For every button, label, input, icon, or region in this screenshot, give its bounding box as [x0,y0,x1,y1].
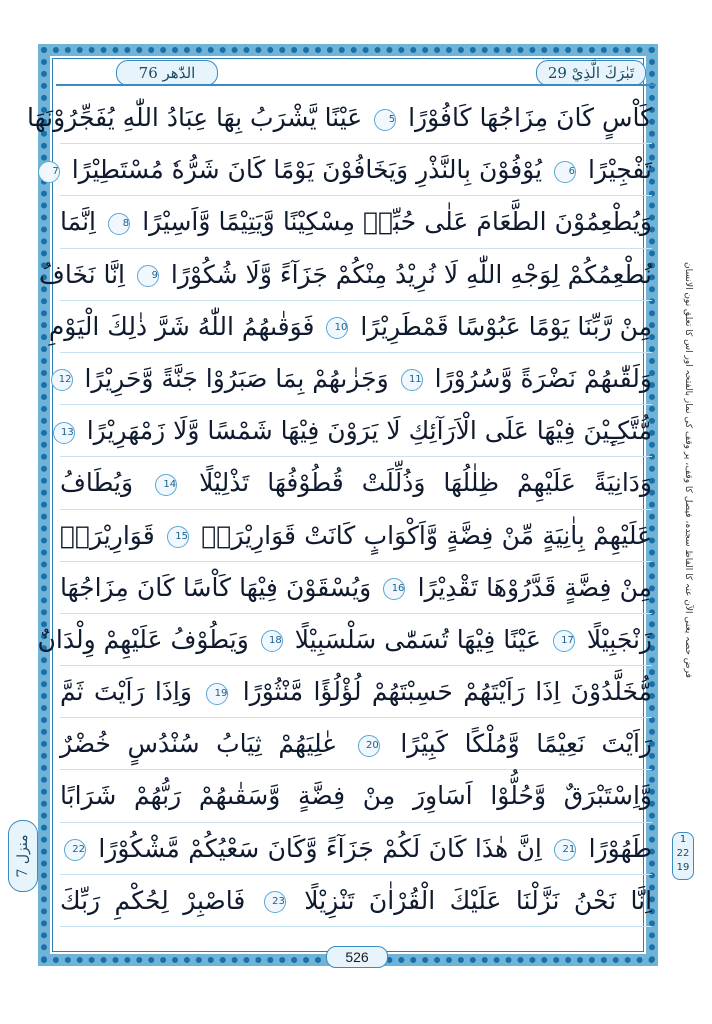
verse-text: مِنْ رَّبِّنَا يَوْمًا عَبُوْسًا قَمْطَرِيْرًا [360,311,652,341]
text-line [60,353,652,405]
text-line [60,823,652,875]
verse-text: وَلَقّٰىهُمْ نَضْرَةً وَّسُرُوْرًا [434,363,652,393]
verse-text: عَيْنًا فِيْهَا تُسَمّٰى سَلْسَبِيْلًا [294,624,541,654]
ayah-number-marker: 14 [155,474,177,496]
ayah-number-marker: 21 [554,839,576,861]
verse-text: طَهُوْرًا [588,833,653,863]
text-line [37,614,652,666]
verse-text: وَيَطُوْفُ عَلَيْهِمْ وِلْدَانٌ [37,624,249,654]
verse-text: وَيُطَافُ [60,468,134,498]
text-line [60,405,652,457]
text-line [60,196,652,248]
text-line [60,457,652,509]
verse-text: نُطْعِمُكُمْ لِوَجْهِ اللّٰهِ لَا نُرِيْدُ مِنْكُمْ جَزَآءً وَّلَا شُكُوْرًا [170,259,652,289]
ayah-number-marker: 11 [401,369,423,391]
verse-text: وَجَزٰىهُمْ بِمَا صَبَرُوْا جَنَّةً وَّحَرِيْرًا [84,363,389,393]
text-line [38,249,652,301]
surah-title: الدّٰھر 76 [116,60,218,86]
ayah-number-marker: 13 [53,422,75,444]
ayah-number-marker: 19 [206,683,228,705]
verse-text: عَلَيْهِمْ بِاٰنِيَةٍ مِّنْ فِضَّةٍ وَّاَكْوَابٍ كَانَتْ قَوَارِيْرَا۠ [201,520,653,550]
verse-text: وَاِذَا رَاَيْتَ ثَمَّ [60,677,192,707]
text-line [60,562,652,614]
verse-text: اِنَّ هٰذَا كَانَ لَكُمْ جَزَآءً وَّكَانَ سَعْيُكُمْ مَّشْكُوْرًا [98,833,542,863]
text-line [60,510,652,562]
text-line [60,718,652,770]
ruku-surah-ruku: 19 [676,862,690,873]
ayah-number-marker: 9 [137,265,159,287]
ruku-number: 1 [679,834,687,845]
verse-text: مُّخَلَّدُوْنَ اِذَا رَاَيْتَهُمْ حَسِبْتَهُمْ لُؤْلُؤًا مَّنْثُوْرًا [242,677,653,707]
verse-text: عٰلِيَهُمْ ثِيَابُ سُنْدُسٍ خُضْرٌ [60,729,338,759]
ayah-number-marker: 22 [64,839,86,861]
verse-text: وَدَانِيَةً عَلَيْهِمْ ظِلٰلُهَا وَذُلِّلَتْ قُطُوْفُهَا تَذْلِيْلًا [199,468,652,498]
ayah-number-marker: 15 [167,526,189,548]
margin-note [678,262,698,678]
text-line [52,144,652,196]
verse-text: اِنَّمَا [60,207,96,237]
ayah-number-marker: 16 [383,578,405,600]
verse-text: وَيُطْعِمُوْنَ الطَّعَامَ عَلٰى حُبِّهٖ مِسْكِيْنًا وَّيَتِيْمًا وَّاَسِيْرًا [142,207,653,237]
verse-text: زَنْجَبِيْلًا [586,624,652,654]
header-rule [56,84,656,86]
ayah-number-marker: 5 [374,109,396,131]
text-line [60,875,652,927]
page-number: 526 [326,946,388,968]
verse-text: وَّاِسْتَبْرَقٌ وَّحُلُّوْا اَسَاوِرَ مِنْ فِضَّةٍ وَّسَقٰىهُمْ رَبُّهُمْ شَرَابًا [60,781,652,811]
verse-text: رَاَيْتَ نَعِيْمًا وَّمُلْكًا كَبِيْرًا [400,729,652,759]
ruku-ayah-count: 22 [676,848,690,859]
ayah-number-marker: 20 [358,735,380,757]
verse-text: كَاْسٍ كَانَ مِزَاجُهَا كَافُوْرًا [408,103,652,132]
text-line [48,301,652,353]
page-header [56,60,656,86]
quran-text-block [26,92,653,927]
ayah-number-marker: 12 [51,369,73,391]
verse-text: فَاصْبِرْ لِحُكْمِ رَبِّكَ [60,885,246,915]
text-line [26,92,652,144]
manzil-label: منزل 7 [15,834,31,878]
juz-title: تَبٰرَكَ الَّذِيْ 29 [536,60,646,86]
verse-text: قَوَارِيْرَا۠ [60,520,155,550]
verse-text: اِنَّا نَحْنُ نَزَّلْنَا عَلَيْكَ الْقُرْاٰنَ تَنْزِيْلًا [304,885,653,915]
verse-text: تَفْجِيْرًا [587,155,652,185]
verse-text: مُّتَّكِـِٕيْنَ فِيْهَا عَلَى الْاَرَآئِكِ لَا يَرَوْنَ فِيْهَا شَمْسًا وَّلَا زَمْهَرِيْرًا [86,416,652,446]
manzil-marker [8,820,38,892]
ayah-number-marker: 7 [38,161,60,183]
text-line [60,666,652,718]
verse-text: فَوَقٰىهُمُ اللّٰهُ شَرَّ ذٰلِكَ الْيَوْمِ [48,311,315,341]
ruku-marker [672,832,694,880]
ayah-number-marker: 10 [326,317,348,339]
ayah-number-marker: 18 [261,630,283,652]
ayah-number-marker: 17 [553,630,575,652]
text-line [60,770,652,822]
verse-text: وَيُسْقَوْنَ فِيْهَا كَاْسًا كَانَ مِزَاجُهَا [60,572,372,602]
verse-text: اِنَّا نَخَافُ [38,259,126,289]
margin-note-text: فرض حصہ یعنی الآن عنہ کا الفاظ سجدہ، فیصل کا وقف، پر وقف کی نماز بالفتحہ اور اس کا تعلق نون الانسان [683,262,693,678]
verse-text: عَيْنًا يَّشْرَبُ بِهَا عِبَادُ اللّٰهِ يُفَجِّرُوْنَهَا [26,103,363,132]
verse-text: مِنْ فِضَّةٍ قَدَّرُوْهَا تَقْدِيْرًا [417,572,652,602]
ayah-number-marker: 6 [554,161,576,183]
verse-text: يُوْفُوْنَ بِالنَّذْرِ وَيَخَافُوْنَ يَوْمًا كَانَ شَرُّهٗ مُسْتَطِيْرًا [71,155,543,185]
ayah-number-marker: 23 [264,891,286,913]
ayah-number-marker: 8 [108,213,130,235]
